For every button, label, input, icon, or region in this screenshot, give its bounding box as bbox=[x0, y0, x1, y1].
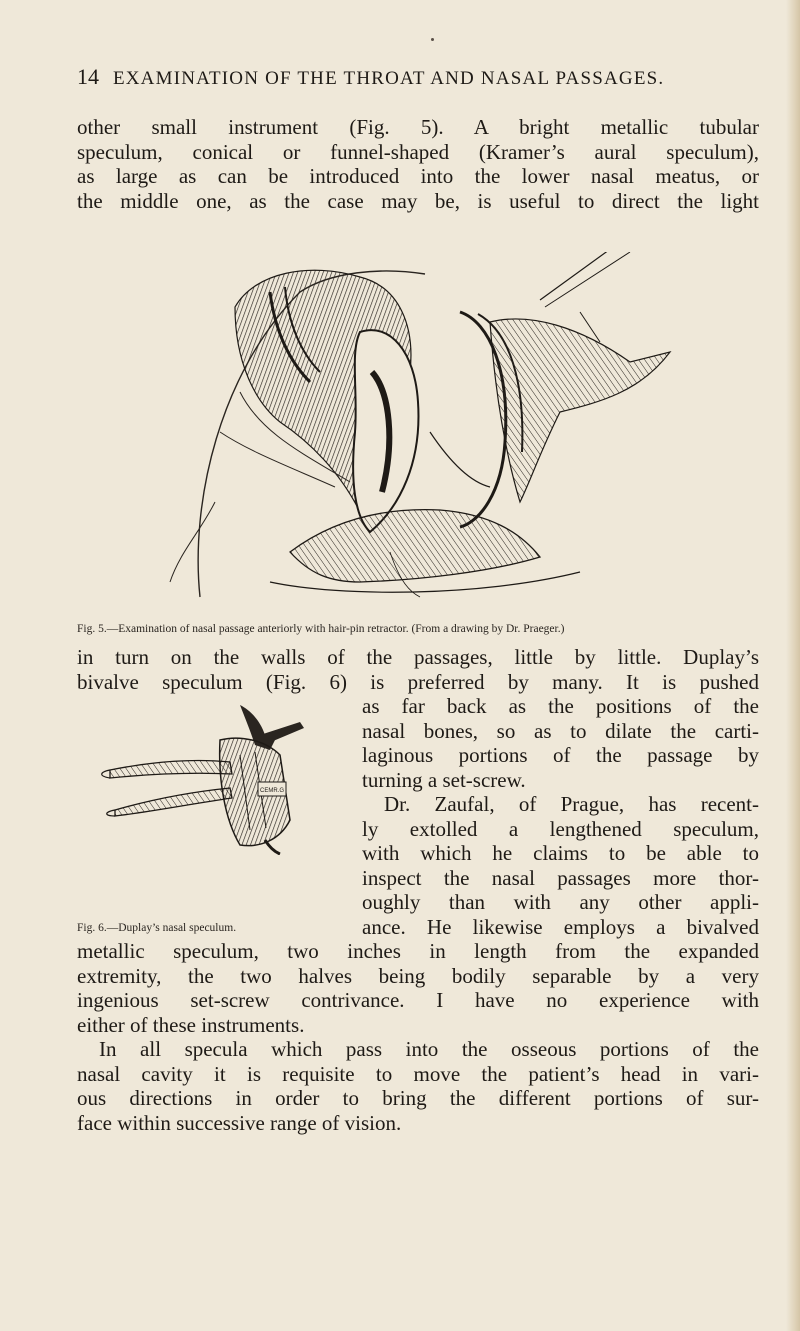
text-line: laginous portions of the passage by bbox=[362, 743, 759, 767]
page-edge bbox=[786, 0, 800, 1331]
paragraph-3-wrapped bbox=[362, 792, 759, 939]
paragraph-4 bbox=[77, 1037, 759, 1135]
text-line: in turn on the walls of the passages, little by little. Duplay’s bbox=[77, 645, 759, 669]
text-line: In all specula which pass into the osseous portions of the bbox=[99, 1037, 759, 1061]
text-line: nasal bones, so as to dilate the carti- bbox=[362, 718, 759, 743]
paragraph-1 bbox=[77, 115, 759, 213]
text-line: bivalve speculum (Fig. 6) is preferred by many. It is pushed bbox=[77, 669, 759, 694]
text-line: ance. He likewise employs a bivalved bbox=[362, 914, 759, 939]
text-line: Dr. Zaufal, of Prague, has recent- bbox=[384, 792, 759, 816]
text-line: inspect the nasal passages more thor- bbox=[362, 865, 759, 890]
text-line: face within successive range of vision. bbox=[77, 1110, 402, 1135]
figure-6-illustration bbox=[90, 700, 340, 855]
text-line: oughly than with any other appli- bbox=[362, 890, 759, 914]
duplay-speculum-engraving bbox=[90, 700, 340, 855]
text-line: turning a set-screw. bbox=[362, 767, 526, 792]
figure-5-caption: Fig. 5.—Examination of nasal passage anteriorly with hair-pin retractor. (From a drawing by Dr. Praeger.) bbox=[77, 623, 565, 635]
text-line: the middle one, as the case may be, is useful to direct the light bbox=[77, 188, 759, 213]
text-line: ly extolled a lengthened speculum, bbox=[362, 816, 759, 841]
figure-6-caption: Fig. 6.—Duplay’s nasal speculum. bbox=[77, 922, 237, 934]
text-line: other small instrument (Fig. 5). A bright metallic tubular bbox=[77, 115, 759, 139]
text-line: speculum, conical or funnel-shaped (Kramer’s aural speculum), bbox=[77, 139, 759, 164]
figure-5-illustration bbox=[160, 252, 720, 610]
text-line: as far back as the positions of the bbox=[362, 694, 759, 718]
nasal-examination-engraving bbox=[160, 252, 720, 610]
paragraph-3 bbox=[77, 939, 759, 1037]
text-line: either of these instruments. bbox=[77, 1012, 305, 1037]
running-header bbox=[77, 64, 737, 90]
text-line: ingenious set-screw contrivance. I have no experience with bbox=[77, 988, 759, 1012]
text-line: ous directions in order to bring the different portions of sur- bbox=[77, 1086, 759, 1110]
text-line: nasal cavity it is requisite to move the patient’s head in vari- bbox=[77, 1061, 759, 1086]
page-number: 14 bbox=[77, 64, 99, 89]
text-line: metallic speculum, two inches in length from the expanded bbox=[77, 939, 759, 963]
engraved-label: CEMR.G bbox=[260, 788, 284, 794]
text-line: with which he claims to be able to bbox=[362, 841, 759, 865]
paper-speck bbox=[431, 38, 434, 41]
paragraph-2 bbox=[77, 645, 759, 694]
text-line: as large as can be introduced into the lower nasal meatus, or bbox=[77, 164, 759, 188]
paragraph-2-wrapped bbox=[362, 694, 759, 792]
text-line: extremity, the two halves being bodily separable by a very bbox=[77, 963, 759, 988]
running-title: EXAMINATION OF THE THROAT AND NASAL PASSAGES. bbox=[112, 68, 665, 89]
